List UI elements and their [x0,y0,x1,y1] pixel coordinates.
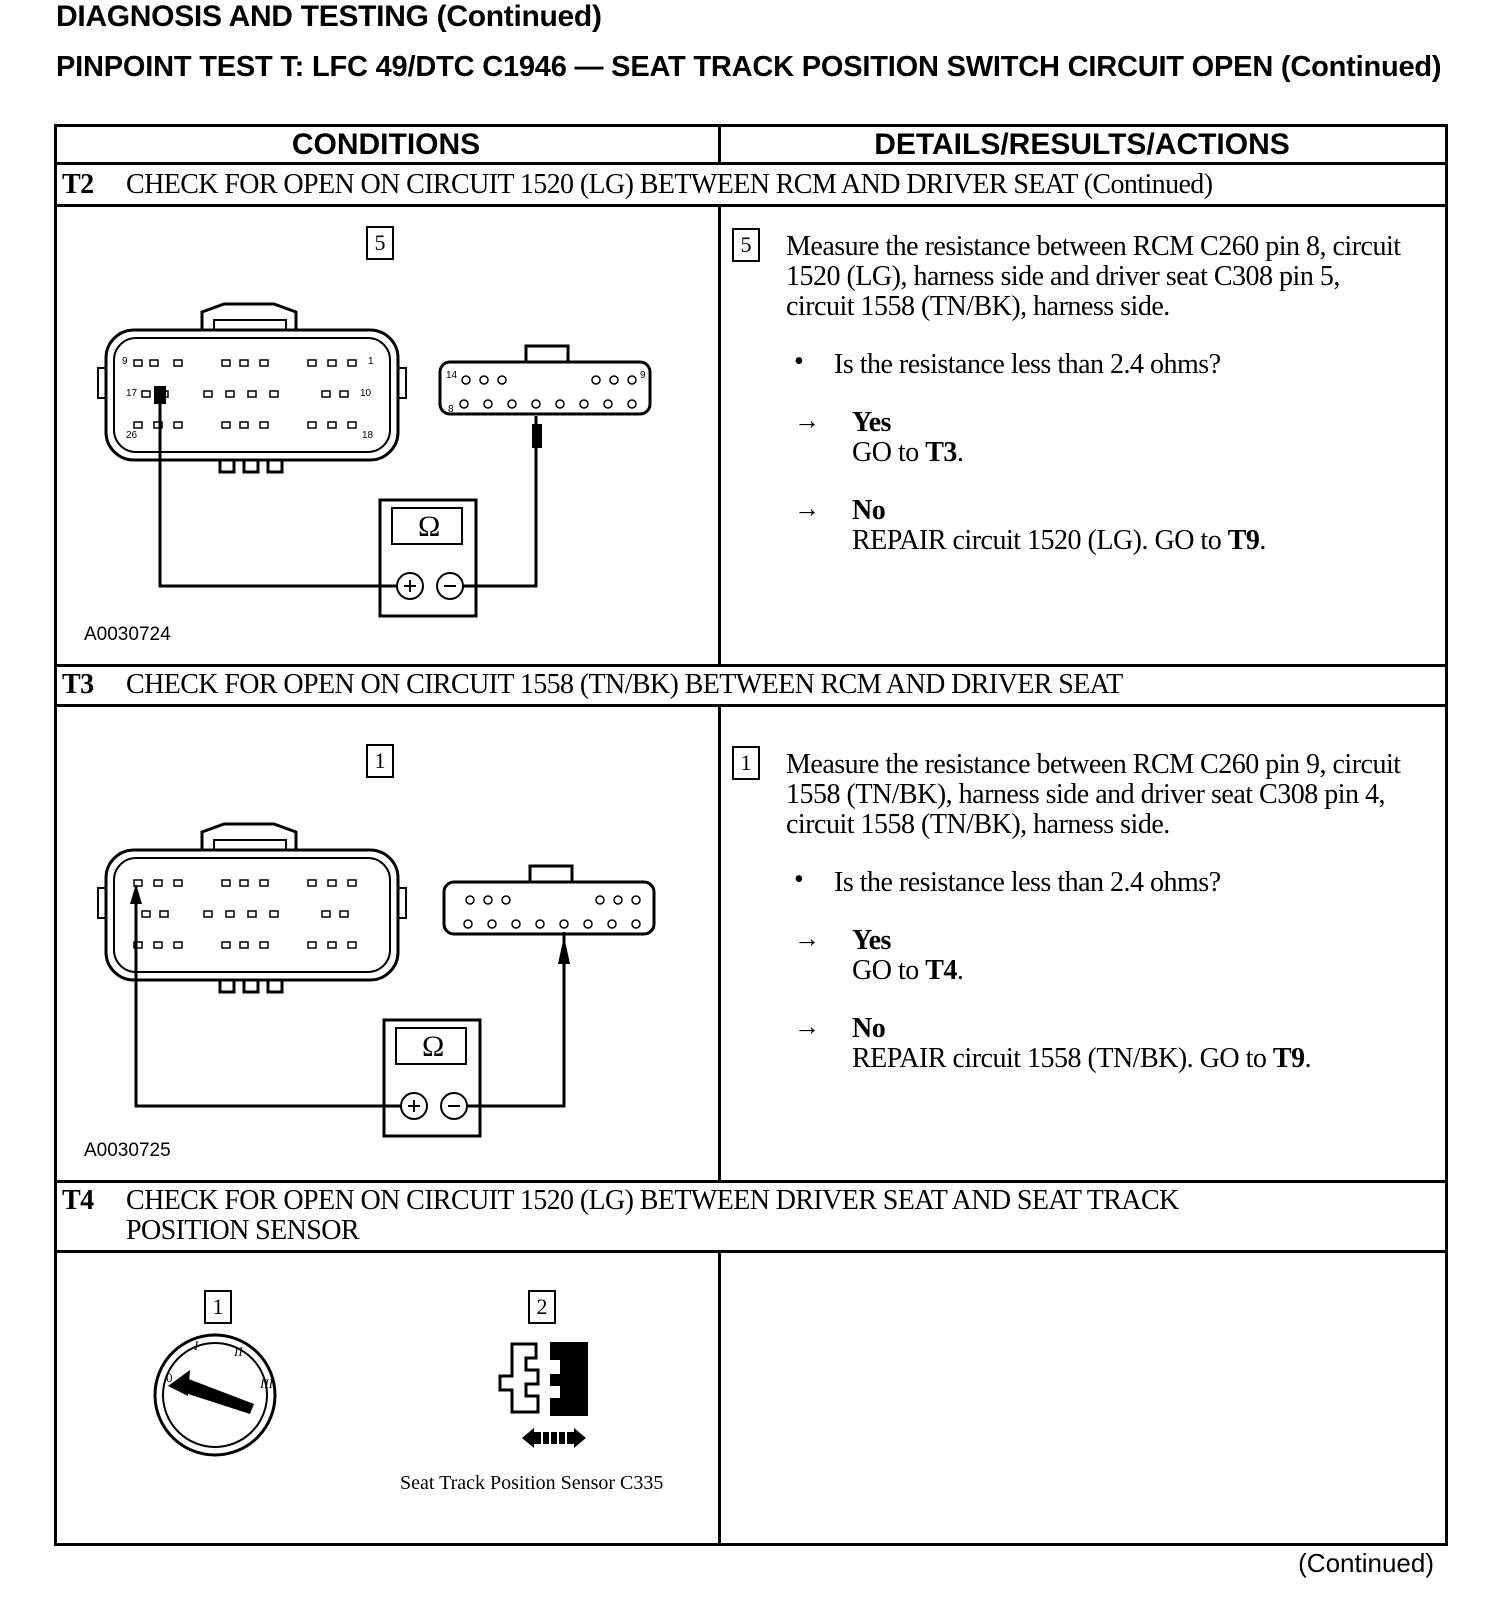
t3-no-action [852,1044,1311,1074]
t3-yes-label: Yes [852,925,891,956]
column-header-details: DETAILS/RESULTS/ACTIONS [874,128,1290,161]
ignition-pos-2: II [234,1344,243,1359]
t2-yes-arrow: → [794,406,820,435]
t3-no-period: . [1304,1043,1312,1074]
seat-track-sensor-connector-icon [476,1334,616,1454]
t2-instruction: Measure the resistance between RCM C260 pin 8, circuit 1520 (LG), harness side and driver seat C308 pin 5, circuit 1558 (TN/BK), harness side. [786,231,1401,322]
t3-no-action-text: REPAIR circuit 1558 (TN/BK). GO to [852,1043,1267,1074]
continued-footer: (Continued) [1298,1548,1434,1578]
t2-title-text: CHECK FOR OPEN ON CIRCUIT 1520 (LG) BETWEEN RCM AND DRIVER SEAT (Continued) [126,169,1213,200]
t2-yes-action [852,438,963,468]
t3-yes-period: . [956,955,964,986]
t2-meter-symbol: Ω [418,510,441,543]
t2-no-label: No [852,495,886,526]
t2-no-action [852,526,1266,556]
t2-no-arrow: → [794,494,820,523]
t3-yes-action [852,956,963,986]
t3-meter-symbol: Ω [422,1030,445,1063]
divider-t4-title-top [54,1180,1448,1183]
t2-figure-id: A0030724 [84,624,171,645]
t4-figure-step-1: 1 [204,1290,232,1324]
page-title: DIAGNOSIS AND TESTING (Continued) [56,0,602,33]
pin-label-rcm-17: 17 [126,388,138,399]
pin-label-seat-9: 9 [640,370,646,381]
t3-wiring-diagram [94,814,694,1144]
t4-title-line1: CHECK FOR OPEN ON CIRCUIT 1520 (LG) BETWEEN DRIVER SEAT AND SEAT TRACK [126,1185,1179,1216]
divider-header [54,162,1448,165]
t2-no-target: T9 [1227,525,1260,556]
ignition-switch-icon [150,1330,280,1460]
t3-yes-action-text: GO to [852,955,919,986]
pinpoint-test-table [54,124,1448,1546]
t3-figure-id: A0030725 [84,1140,171,1161]
t3-id: T3 [62,669,94,700]
page-subtitle: PINPOINT TEST T: LFC 49/DTC C1946 — SEAT TRACK POSITION SWITCH CIRCUIT OPEN (Continued) [56,51,1442,83]
pin-label-rcm-10: 10 [360,388,372,399]
t2-yes-target: T3 [925,437,957,468]
col-divider-t4 [718,1250,721,1544]
divider-t3-title-top [54,664,1448,667]
ignition-pos-3: III [260,1376,273,1391]
t3-figure-step: 1 [366,744,394,778]
t2-question: Is the resistance less than 2.4 ohms? [834,349,1221,380]
t3-yes-arrow: → [794,924,820,953]
t2-bullet: • [794,346,804,377]
t3-no-label: No [852,1013,886,1044]
t2-yes-period: . [956,437,964,468]
t2-detail-step: 5 [732,228,760,262]
t3-bullet: • [794,864,804,895]
t3-no-target: T9 [1272,1043,1305,1074]
col-divider-t2 [718,204,721,666]
t3-title [62,670,1123,700]
t3-instruction: Measure the resistance between RCM C260 pin 9, circuit 1558 (TN/BK), harness side and driver seat C308 pin 4, circuit 1558 (TN/BK), harness side. [786,749,1401,840]
pin-label-rcm-1: 1 [368,356,374,367]
col-divider-t3 [718,704,721,1182]
t2-yes-label: Yes [852,407,891,438]
t2-no-period: . [1259,525,1266,556]
pin-label-rcm-18: 18 [362,430,374,441]
pin-label-seat-8: 8 [448,404,454,415]
t4-sensor-caption: Seat Track Position Sensor C335 [400,1472,664,1494]
t3-no-arrow: → [794,1012,820,1041]
t4-title [62,1186,1179,1246]
t4-figure-step-2: 2 [528,1290,556,1324]
ignition-pos-1: I [194,1338,199,1353]
t2-title [62,170,1212,200]
t3-title-text: CHECK FOR OPEN ON CIRCUIT 1558 (TN/BK) BETWEEN RCM AND DRIVER SEAT [126,669,1123,700]
pin-label-seat-14: 14 [446,370,458,381]
divider-t3-title-bottom [54,704,1448,707]
divider-t4-title-bottom [54,1250,1448,1253]
ignition-pos-0: 0 [166,1370,173,1385]
column-header-conditions: CONDITIONS [291,128,481,161]
t3-yes-target: T4 [925,955,957,986]
t2-id: T2 [62,169,94,200]
divider-t2-title [54,204,1448,207]
t3-detail-step: 1 [732,746,760,780]
pin-label-rcm-9: 9 [122,356,128,367]
t2-figure-step: 5 [366,226,394,260]
t3-question: Is the resistance less than 2.4 ohms? [834,867,1221,898]
t2-no-action-text: REPAIR circuit 1520 (LG). GO to [852,525,1222,556]
t4-title-line2: POSITION SENSOR [126,1215,359,1246]
t4-id: T4 [62,1185,94,1216]
t2-yes-action-text: GO to [852,437,919,468]
pin-label-rcm-26: 26 [126,430,138,441]
t2-wiring-diagram [94,294,694,624]
